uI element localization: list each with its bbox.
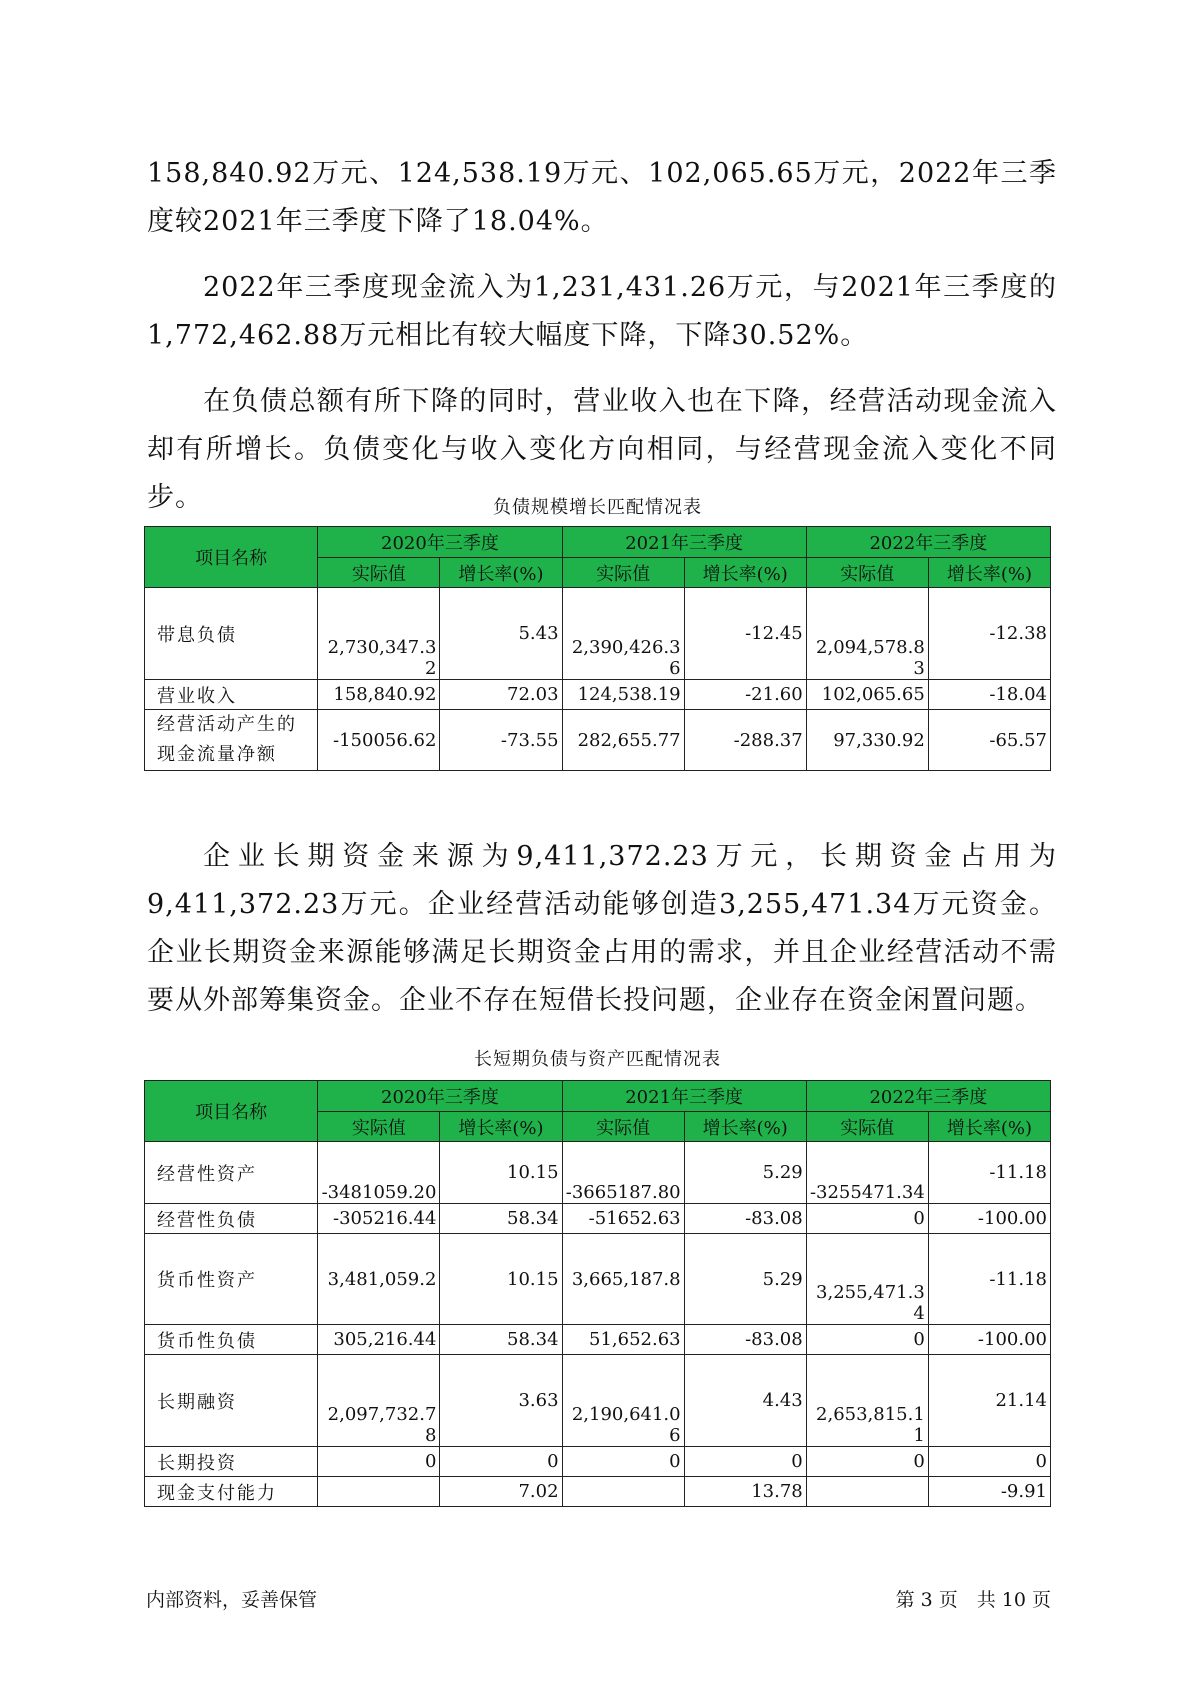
row-name: 长期融资 [145, 1355, 318, 1447]
header-growth: 增长率(%) [440, 558, 562, 588]
liability-asset-match-table [144, 1080, 1051, 1507]
cell-value: 10.15 [440, 1142, 562, 1204]
paragraph-long-term-funding: 企业长期资金来源为9,411,372.23万元，长期资金占用为9,411,372.23万元。企业经营活动能够创造3,255,471.34万元资金。企业长期资金来源能够满足长期资金占用的需求，并且企业经营活动不需要从外部筹集资金。企业不存在短借长投问题，企业存在资金闲置问题。 [147, 841, 1057, 1016]
cell-value: 7.02 [440, 1477, 562, 1507]
cell-value: 2,097,732.7 8 [318, 1355, 440, 1447]
cell-value: 21.14 [928, 1355, 1050, 1447]
cell-value: 2,730,347.3 2 [318, 588, 440, 680]
cell-value: 3,665,187.8 [562, 1234, 684, 1325]
cell-value: -3481059.20 [318, 1142, 440, 1204]
table-row [145, 1447, 1051, 1477]
cell-value: 51,652.63 [562, 1325, 684, 1355]
row-name: 长期投资 [145, 1447, 318, 1477]
row-name: 营业收入 [145, 680, 318, 710]
row-name: 带息负债 [145, 588, 318, 680]
cell-value: 72.03 [440, 680, 562, 710]
cell-value: 0 [806, 1325, 928, 1355]
table-row [145, 1234, 1051, 1325]
row-name: 现金支付能力 [145, 1477, 318, 1507]
header-period: 2021年三季度 [562, 527, 806, 558]
paragraph-revenue-summary: 158,840.92万元、124,538.19万元、102,065.65万元，2022年三季度较2021年三季度下降了18.04%。 [147, 158, 1057, 237]
cell-value: -11.18 [928, 1142, 1050, 1204]
cell-value: 124,538.19 [562, 680, 684, 710]
cell-value: 158,840.92 [318, 680, 440, 710]
header-period: 2021年三季度 [562, 1081, 806, 1112]
header-actual: 实际值 [318, 558, 440, 588]
cell-value: -83.08 [684, 1204, 806, 1234]
table-title-debt-growth: 负债规模增长匹配情况表 [493, 497, 702, 518]
row-name: 经营活动产生的现金流量净额 [145, 710, 318, 771]
table-row [145, 1477, 1051, 1507]
cell-value: 0 [318, 1447, 440, 1477]
cell-value: 3.63 [440, 1355, 562, 1447]
debt-growth-table [144, 526, 1051, 771]
cell-value: 5.29 [684, 1234, 806, 1325]
cell-value: -11.18 [928, 1234, 1050, 1325]
cell-value: -83.08 [684, 1325, 806, 1355]
cell-value: 58.34 [440, 1325, 562, 1355]
cell-value: 13.78 [684, 1477, 806, 1507]
header-actual: 实际值 [806, 558, 928, 588]
cell-value: 282,655.77 [562, 710, 684, 771]
header-item-name: 项目名称 [145, 1081, 318, 1142]
table-row [145, 1204, 1051, 1234]
paragraph-debt-analysis: 在负债总额有所下降的同时，营业收入也在下降，经营活动现金流入却有所增长。负债变化与收入变化方向相同，与经营现金流入变化不同步。 [147, 386, 1057, 513]
header-item-name: 项目名称 [145, 527, 318, 588]
table-row [145, 1355, 1051, 1447]
header-period: 2020年三季度 [318, 1081, 562, 1112]
cell-value: 10.15 [440, 1234, 562, 1325]
header-actual: 实际值 [562, 1112, 684, 1142]
cell-value [806, 1477, 928, 1507]
cell-value: 2,653,815.1 1 [806, 1355, 928, 1447]
cell-value: 0 [806, 1204, 928, 1234]
cell-value: 3,255,471.3 4 [806, 1234, 928, 1325]
cell-value: -18.04 [928, 680, 1050, 710]
cell-value: -73.55 [440, 710, 562, 771]
cell-value: 4.43 [684, 1355, 806, 1447]
cell-value: -150056.62 [318, 710, 440, 771]
cell-value: -288.37 [684, 710, 806, 771]
cell-value: -100.00 [928, 1204, 1050, 1234]
table-row [145, 588, 1051, 680]
cell-value: 58.34 [440, 1204, 562, 1234]
cell-value: 2,390,426.3 6 [562, 588, 684, 680]
row-name: 货币性负债 [145, 1325, 318, 1355]
header-actual: 实际值 [318, 1112, 440, 1142]
header-period: 2022年三季度 [806, 527, 1050, 558]
table-row [145, 1142, 1051, 1204]
cell-value: 0 [684, 1447, 806, 1477]
cell-value [562, 1477, 684, 1507]
cell-value: 97,330.92 [806, 710, 928, 771]
cell-value [318, 1477, 440, 1507]
table-row [145, 710, 1051, 771]
cell-value: -9.91 [928, 1477, 1050, 1507]
table-row [145, 680, 1051, 710]
header-growth: 增长率(%) [440, 1112, 562, 1142]
header-period: 2020年三季度 [318, 527, 562, 558]
header-growth: 增长率(%) [928, 558, 1050, 588]
header-growth: 增长率(%) [684, 1112, 806, 1142]
header-period: 2022年三季度 [806, 1081, 1050, 1112]
cell-value: 0 [562, 1447, 684, 1477]
table-row [145, 1325, 1051, 1355]
cell-value: 0 [440, 1447, 562, 1477]
cell-value: 305,216.44 [318, 1325, 440, 1355]
header-actual: 实际值 [562, 558, 684, 588]
cell-value: 2,094,578.8 3 [806, 588, 928, 680]
footer-confidential-note: 内部资料，妥善保管 [146, 1589, 318, 1611]
cell-value: -65.57 [928, 710, 1050, 771]
header-actual: 实际值 [806, 1112, 928, 1142]
cell-value: -21.60 [684, 680, 806, 710]
cell-value: 0 [928, 1447, 1050, 1477]
footer-page-number: 第 3 页 共 10 页 [895, 1589, 1051, 1611]
paragraph-cash-inflow: 2022年三季度现金流入为1,231,431.26万元，与2021年三季度的1,772,462.88万元相比有较大幅度下降，下降30.52%。 [147, 272, 1057, 351]
header-growth: 增长率(%) [684, 558, 806, 588]
row-name: 经营性资产 [145, 1142, 318, 1204]
table-title-liability-asset-match: 长短期负债与资产匹配情况表 [474, 1049, 721, 1070]
cell-value: -12.45 [684, 588, 806, 680]
cell-value: 5.43 [440, 588, 562, 680]
cell-value: 2,190,641.0 6 [562, 1355, 684, 1447]
cell-value: 3,481,059.2 [318, 1234, 440, 1325]
cell-value: -3665187.80 [562, 1142, 684, 1204]
cell-value: -51652.63 [562, 1204, 684, 1234]
row-name: 经营性负债 [145, 1204, 318, 1234]
cell-value: -12.38 [928, 588, 1050, 680]
cell-value: -3255471.34 [806, 1142, 928, 1204]
cell-value: 0 [806, 1447, 928, 1477]
header-growth: 增长率(%) [928, 1112, 1050, 1142]
cell-value: 102,065.65 [806, 680, 928, 710]
cell-value: -305216.44 [318, 1204, 440, 1234]
cell-value: 5.29 [684, 1142, 806, 1204]
cell-value: -100.00 [928, 1325, 1050, 1355]
row-name: 货币性资产 [145, 1234, 318, 1325]
